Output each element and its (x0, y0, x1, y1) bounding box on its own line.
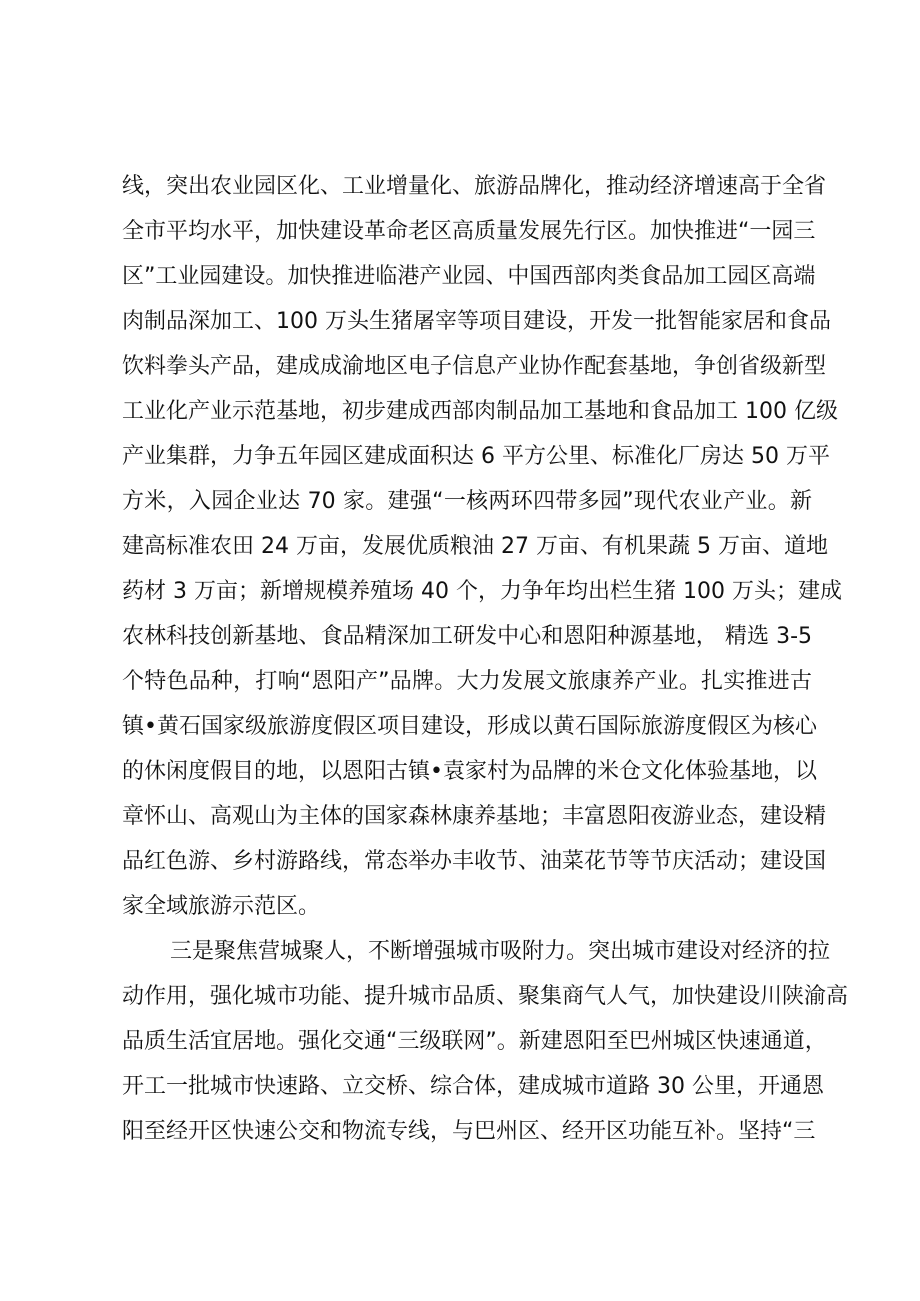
text-line: 饮料拳头产品，建成成渝地区电子信息产业协作配套基地，争创省级新型 (122, 354, 827, 379)
text-line: 开工一批城市快速路、立交桥、综合体，建成城市道路 30 公里，开通恩 (122, 1074, 824, 1099)
text-line: 药材 3 万亩；新增规模养殖场 40 个，力争年均出栏生猪 100 万头；建成 (122, 579, 842, 604)
text-line: 区”工业园建设。加快推进临港产业园、中国西部肉类食品加工园区高端 (122, 264, 816, 289)
text-line: 阳至经开区快速公交和物流专线，与巴州区、经开区功能互补。坚持“三 (122, 1119, 816, 1144)
text-line: 的休闲度假目的地，以恩阳古镇•袁家村为品牌的米仓文化体验基地，以 (122, 759, 817, 784)
text-line: 方米，入园企业达 70 家。建强“一核两环四带多园”现代农业产业。新 (122, 489, 812, 514)
text-line: 章怀山、高观山为主体的国家森林康养基地；丰富恩阳夜游业态，建设精 (122, 804, 827, 829)
text-line: 动作用，强化城市功能、提升城市品质、聚集商气人气，加快建设川陕渝高 (122, 984, 849, 1009)
text-line: 农林科技创新基地、食品精深加工研发中心和恩阳种源基地， 精选 3-5 (122, 624, 812, 649)
text-line: 镇•黄石国家级旅游度假区项目建设，形成以黄石国际旅游度假区为核心 (122, 714, 817, 739)
body-text (122, 164, 849, 1154)
text-line: 工业化产业示范基地，初步建成西部肉制品加工基地和食品加工 100 亿级 (122, 399, 838, 424)
text-line: 肉制品深加工、100 万头生猪屠宰等项目建设，开发一批智能家居和食品 (122, 309, 831, 334)
text-line: 产业集群，力争五年园区建成面积达 6 平方公里、标准化厂房达 50 万平 (122, 444, 830, 469)
text-line: 建高标准农田 24 万亩，发展优质粮油 27 万亩、有机果蔬 5 万亩、道地 (122, 534, 828, 559)
text-line: 品质生活宜居地。强化交通“三级联网”。新建恩阳至巴州城区快速通道， (122, 1029, 827, 1054)
text-line: 个特色品种，打响“恩阳产”品牌。大力发展文旅康养产业。扎实推进古 (122, 669, 812, 694)
paragraph-start-line: 三是聚焦营城聚人，不断增强城市吸附力。突出城市建设对经济的拉 (170, 939, 831, 964)
text-line: 线，突出农业园区化、工业增量化、旅游品牌化，推动经济增速高于全省 (122, 174, 827, 199)
text-line: 全市平均水平，加快建设革命老区高质量发展先行区。加快推进“一园三 (122, 219, 816, 244)
text-line: 品红色游、乡村游路线，常态举办丰收节、油菜花节等节庆活动；建设国 (122, 849, 827, 874)
paragraph-end-line: 家全域旅游示范区。 (122, 894, 321, 919)
